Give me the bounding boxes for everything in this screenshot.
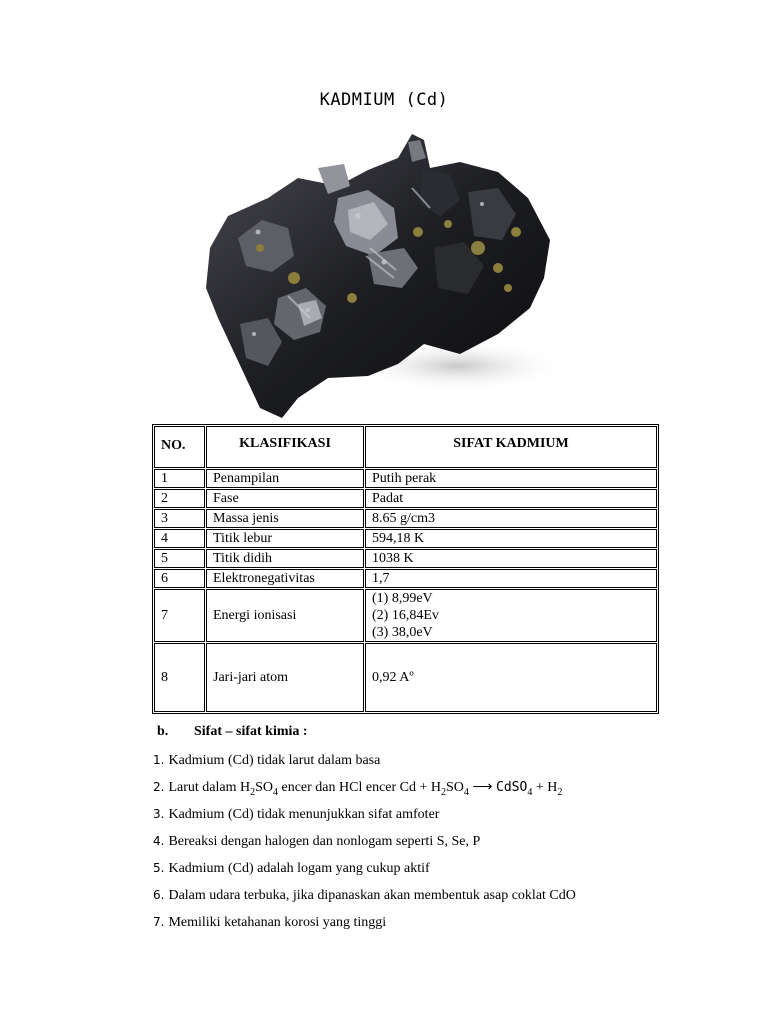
- row-klasifikasi: Elektronegativitas: [206, 569, 364, 588]
- row-klasifikasi: Titik lebur: [206, 529, 364, 548]
- list-number: 2.: [153, 780, 165, 794]
- table-row: [154, 529, 657, 548]
- ionization-energy-3: (3) 38,0eV: [372, 625, 433, 640]
- table-row: [154, 489, 657, 508]
- list-number: 1.: [153, 753, 165, 767]
- properties-table: [152, 424, 659, 714]
- list-number: 3.: [153, 807, 165, 821]
- table-row: [154, 549, 657, 568]
- row-no: 7: [154, 589, 205, 642]
- row-sifat: 1,7: [365, 569, 657, 588]
- section-label: b.: [157, 724, 169, 739]
- row-sifat: 8.65 g/cm3: [365, 509, 657, 528]
- row-sifat: Putih perak: [365, 469, 657, 488]
- table-row: [154, 589, 657, 642]
- list-text: Kadmium (Cd) adalah logam yang cukup aktif: [168, 861, 430, 876]
- row-no: 5: [154, 549, 205, 568]
- row-sifat: Padat: [365, 489, 657, 508]
- table-row: [154, 469, 657, 488]
- list-text: Dalam udara terbuka, jika dipanaskan akan membentuk asap coklat CdO: [168, 888, 576, 903]
- row-klasifikasi: Titik didih: [206, 549, 364, 568]
- list-item: [153, 860, 576, 887]
- row-sifat: 594,18 K: [365, 529, 657, 548]
- list-item: [153, 779, 576, 806]
- table-row: [154, 643, 657, 712]
- row-klasifikasi: Massa jenis: [206, 509, 364, 528]
- chemical-properties-list: [153, 752, 576, 941]
- list-item: [153, 752, 576, 779]
- list-number: 5.: [153, 861, 165, 875]
- header-no: NO.: [154, 426, 205, 468]
- list-number: 7.: [153, 915, 165, 929]
- row-sifat: 0,92 Aº: [365, 643, 657, 712]
- row-no: 1: [154, 469, 205, 488]
- section-heading: [157, 724, 308, 740]
- row-no: 6: [154, 569, 205, 588]
- row-no: 2: [154, 489, 205, 508]
- row-no: 3: [154, 509, 205, 528]
- ionization-energy-2: (2) 16,84Ev: [372, 608, 439, 623]
- list-text: Kadmium (Cd) tidak larut dalam basa: [168, 753, 381, 768]
- header-sifat-kadmium: SIFAT KADMIUM: [365, 426, 657, 468]
- row-klasifikasi: Energi ionisasi: [206, 589, 364, 642]
- cadmium-mineral-image: [198, 128, 564, 420]
- list-item: [153, 806, 576, 833]
- list-text: Memiliki ketahanan korosi yang tinggi: [168, 915, 387, 930]
- list-item: [153, 887, 576, 914]
- list-number: 6.: [153, 888, 165, 902]
- list-text: Bereaksi dengan halogen dan nonlogam seperti S, Se, P: [168, 834, 481, 849]
- row-no: 8: [154, 643, 205, 712]
- list-text: Kadmium (Cd) tidak menunjukkan sifat amfoter: [168, 807, 440, 822]
- row-klasifikasi: Penampilan: [206, 469, 364, 488]
- table-header-row: [154, 426, 657, 468]
- row-klasifikasi: Fase: [206, 489, 364, 508]
- row-sifat: 1038 K: [365, 549, 657, 568]
- ionization-energy-1: (1) 8,99eV: [372, 591, 433, 606]
- row-no: 4: [154, 529, 205, 548]
- page-title: KADMIUM (Cd): [319, 90, 449, 110]
- table-row: [154, 509, 657, 528]
- header-klasifikasi: KLASIFIKASI: [206, 426, 364, 468]
- table-row: [154, 569, 657, 588]
- list-item: [153, 833, 576, 860]
- row-klasifikasi: Jari-jari atom: [206, 643, 364, 712]
- row-sifat: [365, 589, 657, 642]
- list-text: Larut dalam $H_2SO_4$ encer dan HCl encer $Cd + H_2SO_4$ ⟶ CdSO$_4$ + $H_2$: [168, 780, 563, 798]
- section-title: Sifat – sifat kimia :: [194, 724, 308, 739]
- list-item: [153, 914, 576, 941]
- list-number: 4.: [153, 834, 165, 848]
